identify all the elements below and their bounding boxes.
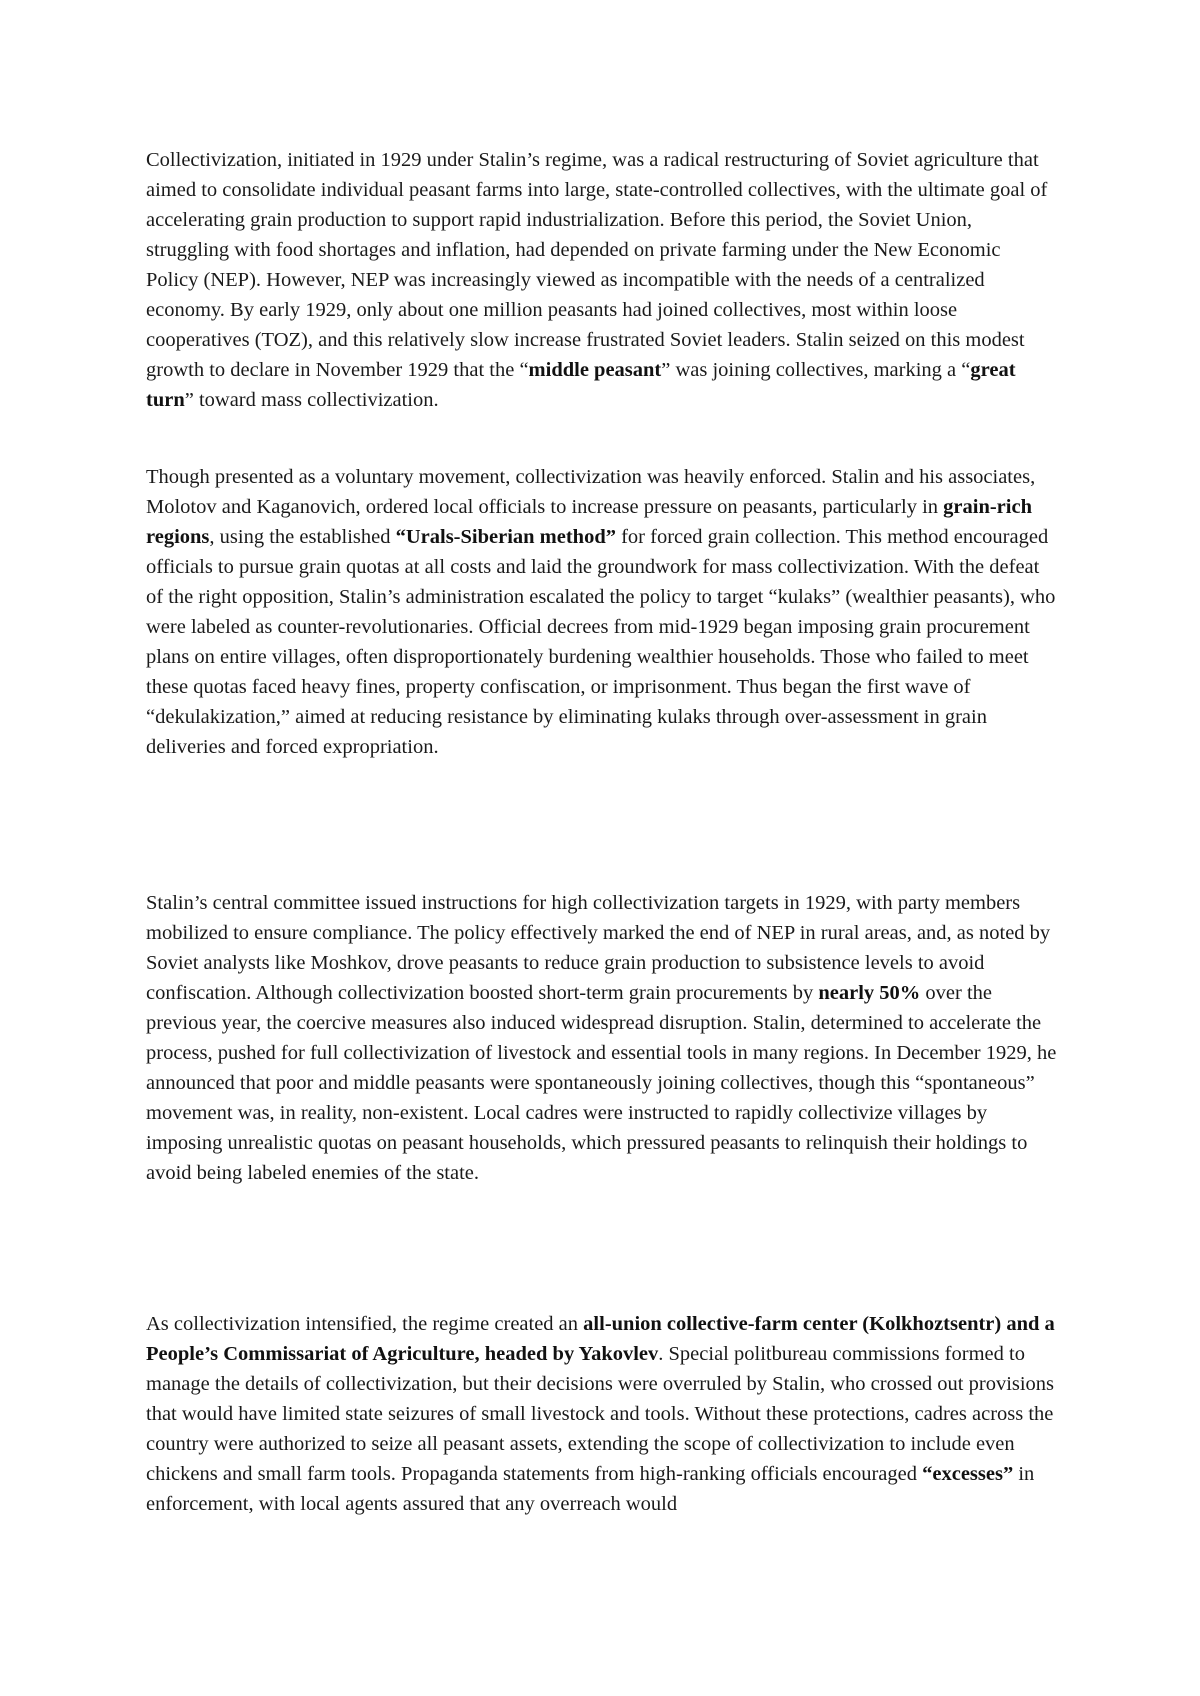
bold-text-run: “excesses”	[922, 1463, 1014, 1485]
text-run: Collectivization, initiated in 1929 under Stalin’s regime, was a radical restructuring of Soviet agriculture that aimed to consolidate individual peasant farms into large, state-controlled collectives, with the ultimate goal of accelerating grain production to support rapid industrialization. Before this period, the Soviet Union, struggling with food shortages and inflation, had depended on private farming under the New Economic Policy (NEP). However, NEP was increasingly viewed as incompatible with the needs of a centralized economy. By early 1929, only about one million peasants had joined collectives, most within loose cooperatives (TOZ), and this relatively slow increase frustrated Soviet leaders. Stalin seized on this modest growth to declare in November 1929 that the “	[146, 149, 1048, 381]
text-run: ” was joining collectives, marking a “	[661, 359, 971, 381]
paragraph-1	[146, 145, 1058, 415]
text-run: , using the established	[209, 526, 396, 548]
bold-text-run: “Urals-Siberian method”	[395, 526, 616, 548]
text-run: . Special politbureau commissions formed to manage the details of collectivization, but their decisions were overruled by Stalin, who crossed out provisions that would have limited state seizures of small livestock and tools. Without these protections, cadres across the country were authorized to seize all peasant assets, extending the scope of collectivization to include even chickens and small farm tools. Propaganda statements from high-ranking officials encouraged	[146, 1343, 1055, 1485]
text-run: for forced grain collection. This method encouraged officials to pursue grain quotas at all costs and laid the groundwork for mass collectivization. With the defeat of the right opposition, Stalin’s administration escalated the policy to target “kulaks” (wealthier peasants), who were labeled as counter-revolutionaries. Official decrees from mid-1929 began imposing grain procurement plans on entire villages, often disproportionately burdening wealthier households. Those who failed to meet these quotas faced heavy fines, property confiscation, or imprisonment. Thus began the first wave of “dekulakization,” aimed at reducing resistance by eliminating kulaks through over-assessment in grain deliveries and forced expropriation.	[146, 526, 1056, 758]
text-run: Though presented as a voluntary movement, collectivization was heavily enforced. Stalin and his associates, Molotov and Kaganovich, ordered local officials to increase pressure on peasants, particularly in	[146, 466, 1036, 518]
paragraph-text	[146, 462, 1058, 762]
text-run: Stalin’s central committee issued instructions for high collectivization targets in 1929, with party members mobilized to ensure compliance. The policy effectively marked the end of NEP in rural areas, and, as noted by Soviet analysts like Moshkov, drove peasants to reduce grain production to subsistence levels to avoid confiscation. Although collectivization boosted short-term grain procurements by	[146, 892, 1051, 1004]
paragraph-3	[146, 888, 1058, 1188]
paragraph-2	[146, 462, 1058, 762]
text-run: ” toward mass collectivization.	[184, 389, 439, 411]
text-run: over the previous year, the coercive measures also induced widespread disruption. Stalin, determined to accelerate the process, pushed for full collectivization of livestock and essential tools in many regions. In December 1929, he announced that poor and middle peasants were spontaneously joining collectives, though this “spontaneous” movement was, in reality, non-existent. Local cadres were instructed to rapidly collectivize villages by imposing unrealistic quotas on peasant households, which pressured peasants to relinquish their holdings to avoid being labeled enemies of the state.	[146, 982, 1057, 1184]
bold-text-run: middle peasant	[528, 359, 662, 381]
text-run: As collectivization intensified, the regime created an	[146, 1313, 584, 1335]
bold-text-run: all-union collective-farm center (Kolkhoztsentr) and a People’s Commissariat of Agriculture, headed by Yakovlev	[146, 1313, 1055, 1365]
paragraph-4	[146, 1309, 1058, 1519]
paragraph-text	[146, 1309, 1058, 1519]
paragraph-text	[146, 888, 1058, 1188]
bold-text-run: nearly 50%	[818, 982, 921, 1004]
bold-text-run: great turn	[146, 359, 1016, 411]
bold-text-run: grain-rich regions	[146, 496, 1032, 548]
paragraph-text	[146, 145, 1058, 415]
text-run: in enforcement, with local agents assured that any overreach would	[146, 1463, 1035, 1515]
